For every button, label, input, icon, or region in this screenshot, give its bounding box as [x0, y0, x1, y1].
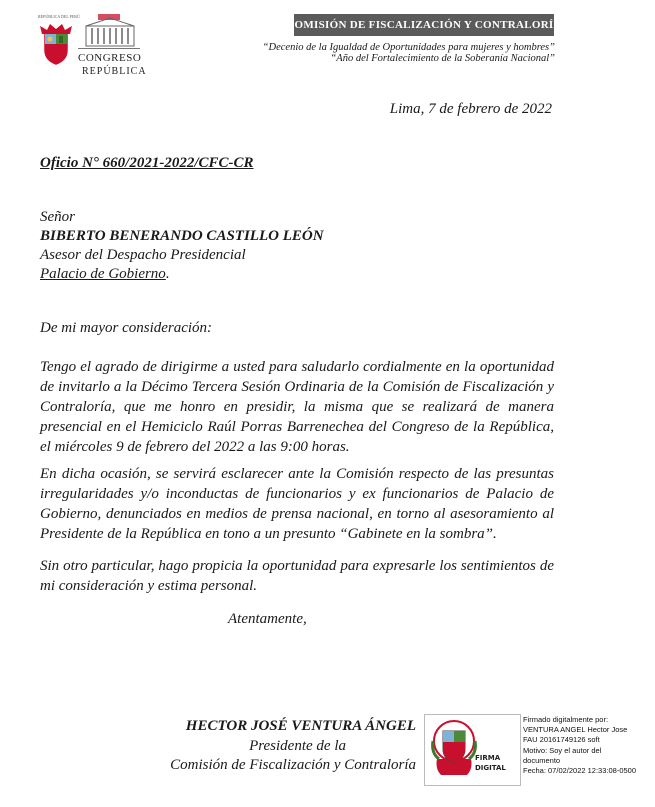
recipient-name: BIBERTO BENERANDO CASTILLO LEÓN — [40, 228, 324, 244]
peru-shield-icon — [38, 20, 74, 66]
digital-line: documento — [523, 755, 561, 765]
logo-separator — [78, 48, 140, 49]
digital-signature-stamp — [424, 714, 521, 786]
signer-role: Presidente de la — [249, 738, 346, 754]
salutation: Señor — [40, 209, 75, 225]
signer-organization: Comisión de Fiscalización y Contraloría — [170, 757, 416, 773]
digital-line: Motivo: Soy el autor del — [523, 745, 602, 755]
decenio-motto: “Decenio de la Igualdad de Oportunidades para mujeres y hombres” — [262, 42, 555, 53]
letter-date: Lima, 7 de febrero de 2022 — [389, 101, 552, 117]
comision-header-bar: COMISIÓN DE FISCALIZACIÓN Y CONTRALORÍA — [294, 14, 554, 36]
closing: Atentamente, — [228, 611, 307, 627]
paragraph-invitation: Tengo el agrado de dirigirme a usted para saludarlo cordialmente en la oportunidad de invitarlo a la Décimo Tercera Sesión Ordinaria de la Comisión de Fiscalización y Contraloría, que me honro en presidir, la misma que se realizará de manera presencial en el Hemiciclo Raúl Porras Barrenechea del Congreso de la República, el miércoles 9 de febrero del 2022 a las 9:00 horas. — [40, 359, 554, 455]
congreso-logo — [38, 12, 147, 77]
digital-line: Firmado digitalmente por: — [523, 715, 609, 724]
logo-text-republica: REPÚBLICA — [82, 66, 147, 77]
digital-line: VENTURA ANGEL Hector Jose — [523, 725, 628, 735]
digital-line: Fecha: 07/02/2022 12:33:08-0500 — [523, 766, 637, 776]
recipient-place-line — [40, 266, 170, 283]
logo-tiny-text: REPÚBLICA DEL PERÚ — [38, 14, 80, 19]
paragraph-purpose: En dicha ocasión, se servirá esclarecer ante la Comisión respecto de las presuntas irregularidades y/o inconductas de funcionarios y ex funcionarios de Palacio de Gobierno, denunciados en medios de prensa nacional, en torno al asesoramiento al Presidente de la República en tono a un presunto “Gabinete en la sombra”. — [40, 466, 554, 542]
greeting: De mi mayor consideración: — [40, 320, 213, 336]
stamp-label: FIRMA DIGITAL — [475, 754, 506, 772]
digital-signature-info — [523, 715, 653, 776]
recipient-place: Palacio de Gobierno — [40, 266, 166, 282]
paragraph-farewell: Sin otro particular, hago propicia la oportunidad para expresarle los sentimientos de mi consideración y estima personal. — [40, 558, 554, 594]
oficio-number: Oficio N° 660/2021-2022/CFC-CR — [40, 155, 254, 171]
peru-shield-icon — [429, 719, 479, 781]
signer-name: HECTOR JOSÉ VENTURA ÁNGEL — [185, 718, 416, 734]
digital-line: FAU 20161749126 soft — [523, 735, 600, 745]
anio-motto: “Año del Fortalecimiento de la Soberanía Nacional” — [330, 53, 555, 64]
congress-building-icon — [80, 12, 140, 50]
logo-text-congreso: CONGRESO — [78, 52, 142, 64]
recipient-place-end: . — [165, 266, 170, 282]
recipient-role: Asesor del Despacho Presidencial — [40, 247, 246, 263]
